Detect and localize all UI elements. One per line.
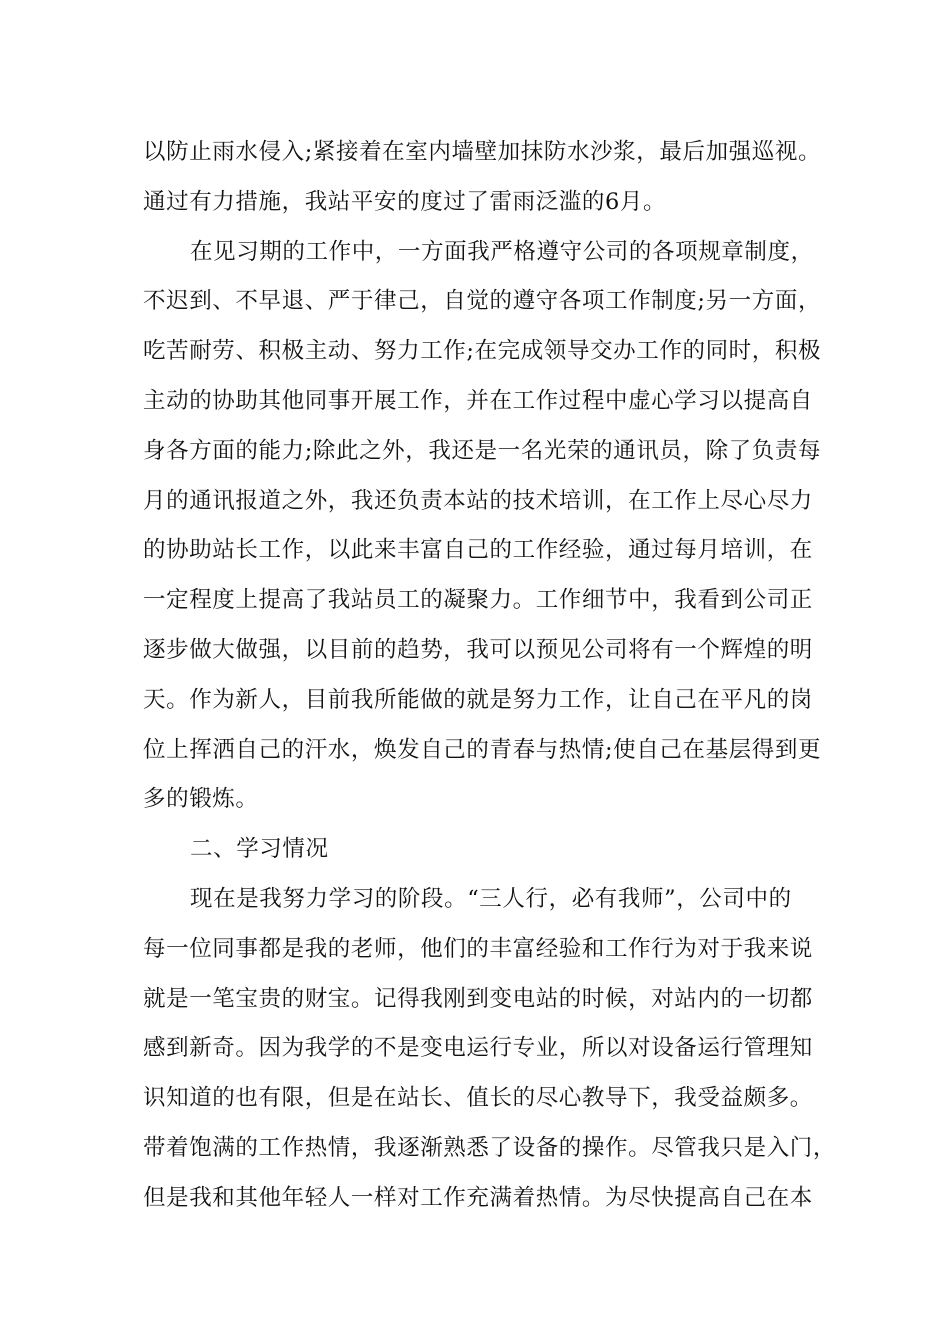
text-line: 月的通讯报道之外，我还负责本站的技术培训，在工作上尽心尽力 xyxy=(143,487,813,514)
text-line: 感到新奇。因为我学的不是变电运行专业，所以对设备运行管理知 xyxy=(143,1035,813,1062)
text-line: 就是一笔宝贵的财宝。记得我刚到变电站的时候，对站内的一切都 xyxy=(143,985,813,1012)
text-line: 身各方面的能力;除此之外，我还是一名光荣的通讯员，除了负责每 xyxy=(143,437,822,464)
text-line: 识知道的也有限，但是在站长、值长的尽心教导下，我受益颇多。 xyxy=(143,1085,813,1112)
text-line: 不迟到、不早退、严于律己，自觉的遵守各项工作制度;另一方面， xyxy=(143,288,822,315)
text-line: 以防止雨水侵入;紧接着在室内墙壁加抹防水沙浆，最后加强巡视。 xyxy=(143,139,822,165)
paragraph-start-line: 现在是我努力学习的阶段。“三人行，必有我师”，公司中的 xyxy=(190,885,792,912)
text-line: 一定程度上提高了我站员工的凝聚力。工作细节中，我看到公司正 xyxy=(143,587,813,614)
text-line: 吃苦耐劳、积极主动、努力工作;在完成领导交办工作的同时，积极 xyxy=(143,338,822,365)
text-line: 带着饱满的工作热情，我逐渐熟悉了设备的操作。尽管我只是入门， xyxy=(143,1134,837,1161)
text-line: 逐步做大做强，以目前的趋势，我可以预见公司将有一个辉煌的明 xyxy=(143,636,813,663)
text-line: 通过有力措施，我站平安的度过了雷雨泛滥的6月。 xyxy=(143,188,667,215)
paragraph-start-line: 在见习期的工作中，一方面我严格遵守公司的各项规章制度， xyxy=(190,238,814,265)
text-line: 位上挥洒自己的汗水，焕发自己的青春与热情;使自己在基层得到更 xyxy=(143,736,822,763)
document-body xyxy=(143,128,837,1224)
section-heading: 二、学习情况 xyxy=(190,836,329,863)
text-line: 多的锻炼。 xyxy=(143,786,259,813)
text-line: 主动的协助其他同事开展工作，并在工作过程中虚心学习以提高自 xyxy=(143,387,813,414)
text-line: 每一位同事都是我的老师，他们的丰富经验和工作行为对于我来说 xyxy=(143,935,813,962)
text-line: 但是我和其他年轻人一样对工作充满着热情。为尽快提高自己在本 xyxy=(143,1184,813,1211)
text-line: 的协助站长工作，以此来丰富自己的工作经验，通过每月培训，在 xyxy=(143,537,813,564)
text-line: 天。作为新人，目前我所能做的就是努力工作，让自己在平凡的岗 xyxy=(143,686,813,713)
